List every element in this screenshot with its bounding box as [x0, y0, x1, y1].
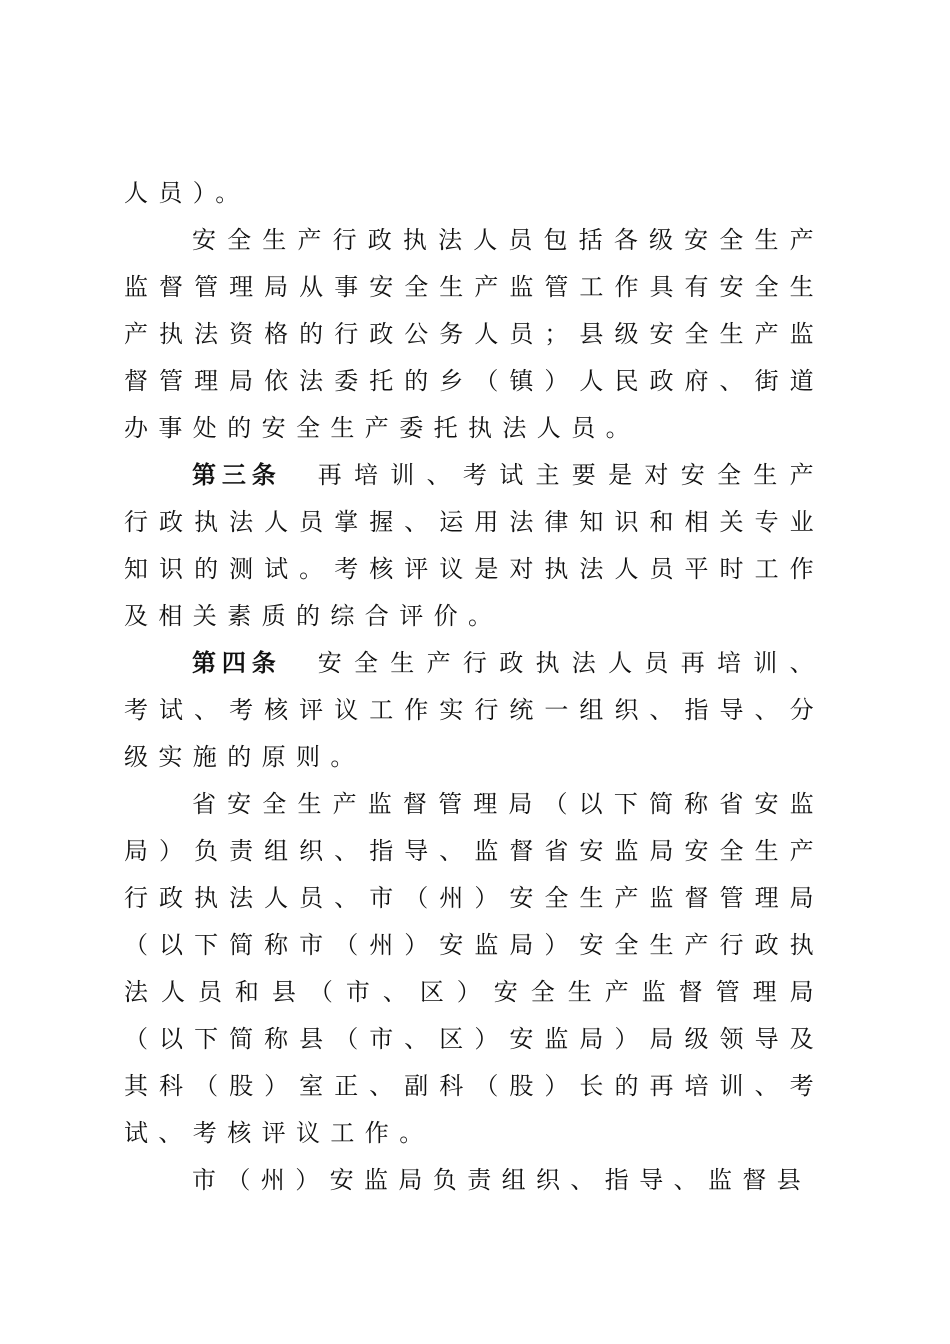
paragraph-text: 市（州）安监局负责组织、指导、监督县: [192, 1166, 812, 1194]
article-number: 第四条: [192, 649, 282, 677]
document-body: [124, 170, 824, 1204]
paragraph-city-bureau: [124, 1157, 824, 1204]
article-3: [124, 452, 824, 640]
article-number: 第三条: [192, 461, 282, 489]
continuation-line: [124, 170, 824, 217]
continuation-text: 人员）。: [124, 179, 250, 207]
article-text: 再培训、考试主要是对安全生产行政执法人员掌握、运用法律知识和相关专业知识的测试。考核评议是对执法人员平时工作及相关素质的综合评价。: [124, 461, 824, 630]
paragraph-provincial-bureau: [124, 781, 824, 1157]
paragraph-text: 省安全生产监督管理局（以下简称省安监局）负责组织、指导、监督省安监局安全生产行政执法人员、市（州）安全生产监督管理局（以下简称市（州）安监局）安全生产行政执法人员和县（市、区）安全生产监督管理局（以下简称县（市、区）安监局）局级领导及其科（股）室正、副科（股）长的再培训、考试、考核评议工作。: [124, 790, 824, 1147]
article-4: [124, 640, 824, 781]
paragraph-executor-definition: [124, 217, 824, 452]
article-text: 安全生产行政执法人员再培训、考试、考核评议工作实行统一组织、指导、分级实施的原则。: [124, 649, 824, 771]
paragraph-text: 安全生产行政执法人员包括各级安全生产监督管理局从事安全生产监管工作具有安全生产执法资格的行政公务人员；县级安全生产监督管理局依法委托的乡（镇）人民政府、街道办事处的安全生产委托执法人员。: [124, 226, 824, 442]
